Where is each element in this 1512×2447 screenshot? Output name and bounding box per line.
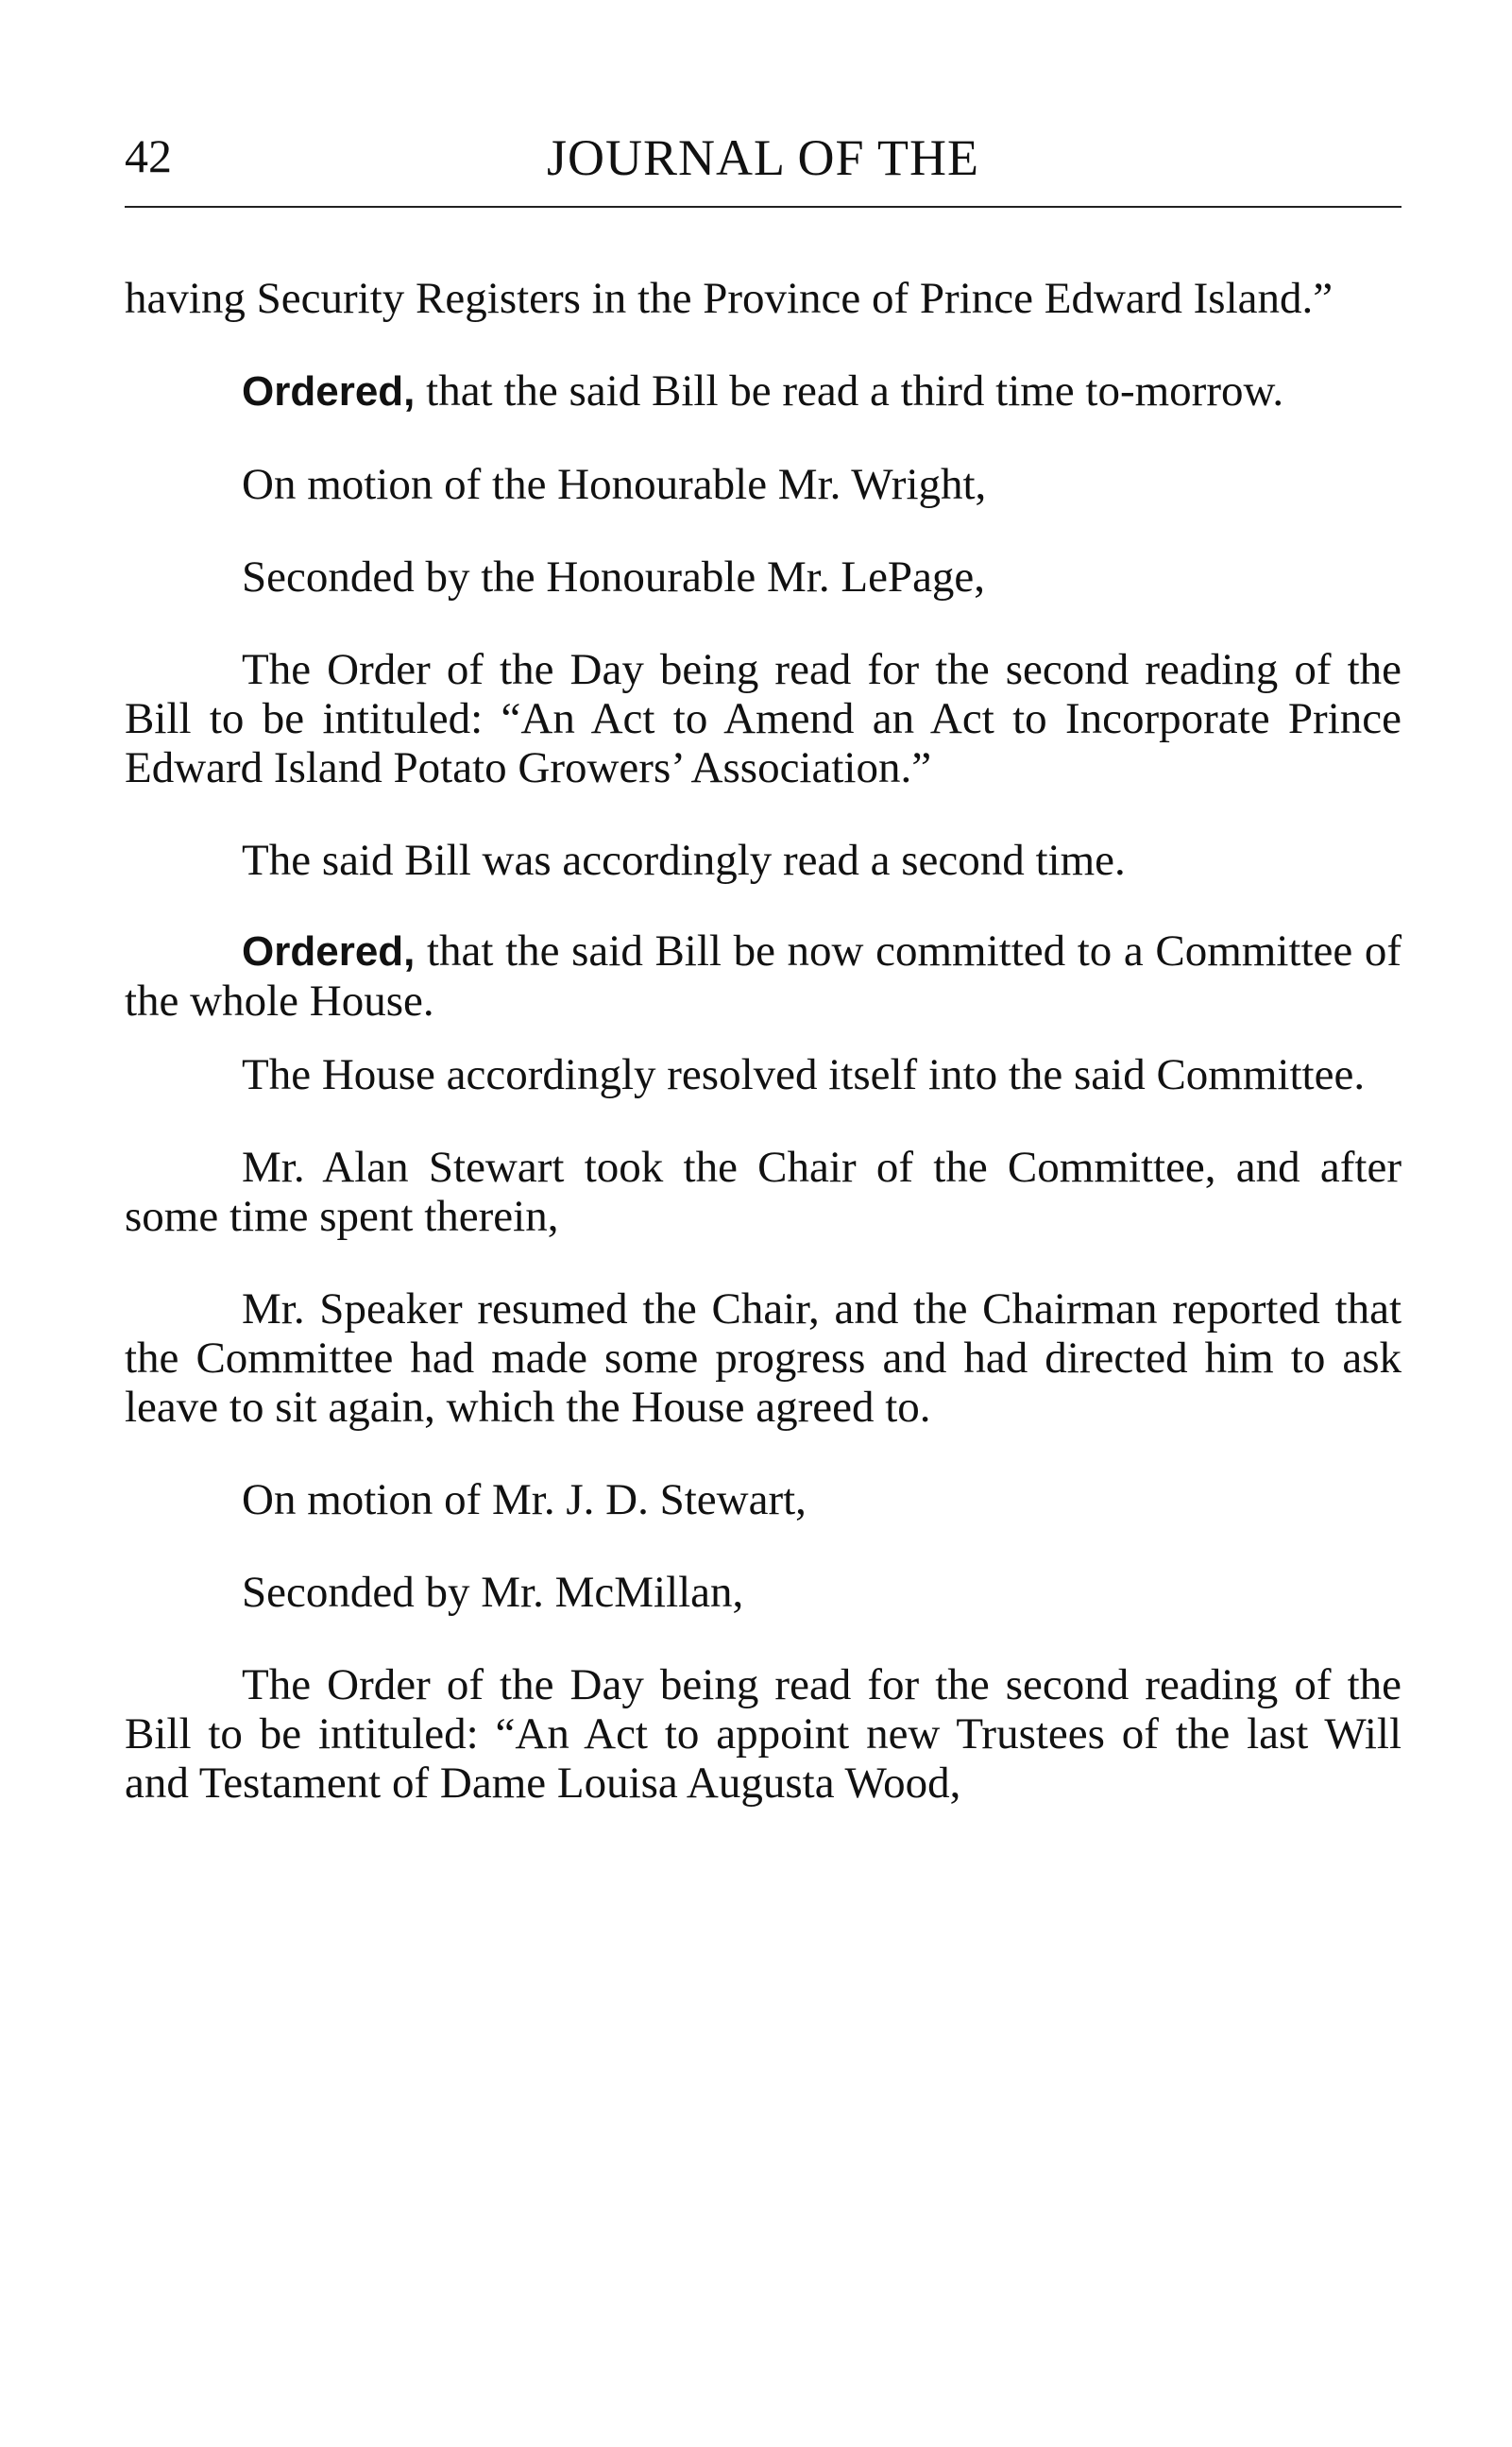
paragraph-order-of-day	[125, 1660, 1402, 1808]
paragraph-motion	[125, 460, 1402, 509]
paragraph-ordered	[125, 926, 1402, 1026]
paragraph-text: having Security Registers in the Province of Prince Edward Island.”	[125, 274, 1334, 323]
paragraph-text: The House accordingly resolved itself into the said Committee.	[242, 1050, 1366, 1099]
ordered-lead: Ordered,	[242, 368, 416, 415]
paragraph-text: Mr. Alan Stewart took the Chair of the Committee, and after some time spent therein,	[125, 1143, 1402, 1241]
journal-body	[125, 274, 1402, 1808]
paragraph-text: Mr. Speaker resumed the Chair, and the Chairman reported that the Committee had made some progress and had directed him to ask leave to sit again, which the House agreed to.	[125, 1284, 1402, 1432]
paragraph-text: On motion of the Honourable Mr. Wright,	[242, 460, 987, 509]
paragraph-second-reading	[125, 836, 1402, 885]
page-header	[125, 123, 1402, 198]
paragraph-motion	[125, 1475, 1402, 1524]
paragraph-seconded	[125, 552, 1402, 602]
paragraph-seconded	[125, 1568, 1402, 1617]
paragraph-text: Seconded by Mr. McMillan,	[242, 1568, 744, 1617]
header-rule	[125, 206, 1402, 208]
paragraph-order-of-day	[125, 645, 1402, 792]
paragraph-text: that the said Bill be now committed to a Committee of the whole House.	[125, 926, 1402, 1026]
paragraph-text: The Order of the Day being read for the second reading of the Bill to be intituled: “An Act to appoint new Trustees of the last Will and Testament of Dame Louisa Augusta Wood,	[125, 1660, 1402, 1808]
page-number: 42	[125, 129, 172, 182]
paragraph-speaker	[125, 1284, 1402, 1432]
paragraph-continuation	[125, 274, 1402, 323]
paragraph-ordered	[125, 366, 1402, 416]
paragraph-committee	[125, 1050, 1402, 1099]
paragraph-text: that the said Bill be read a third time to-morrow.	[415, 366, 1284, 416]
paragraph-text: The Order of the Day being read for the second reading of the Bill to be intituled: “An Act to Amend an Act to Incorporate Prince Edward Island Potato Growers’ Association.”	[125, 645, 1402, 792]
paragraph-chair	[125, 1143, 1402, 1241]
ordered-lead: Ordered,	[242, 928, 416, 975]
paragraph-text: The said Bill was accordingly read a second time.	[242, 836, 1126, 885]
paragraph-text: Seconded by the Honourable Mr. LePage,	[242, 552, 986, 602]
paragraph-text: On motion of Mr. J. D. Stewart,	[242, 1475, 807, 1524]
running-head: JOURNAL OF THE	[546, 129, 980, 186]
